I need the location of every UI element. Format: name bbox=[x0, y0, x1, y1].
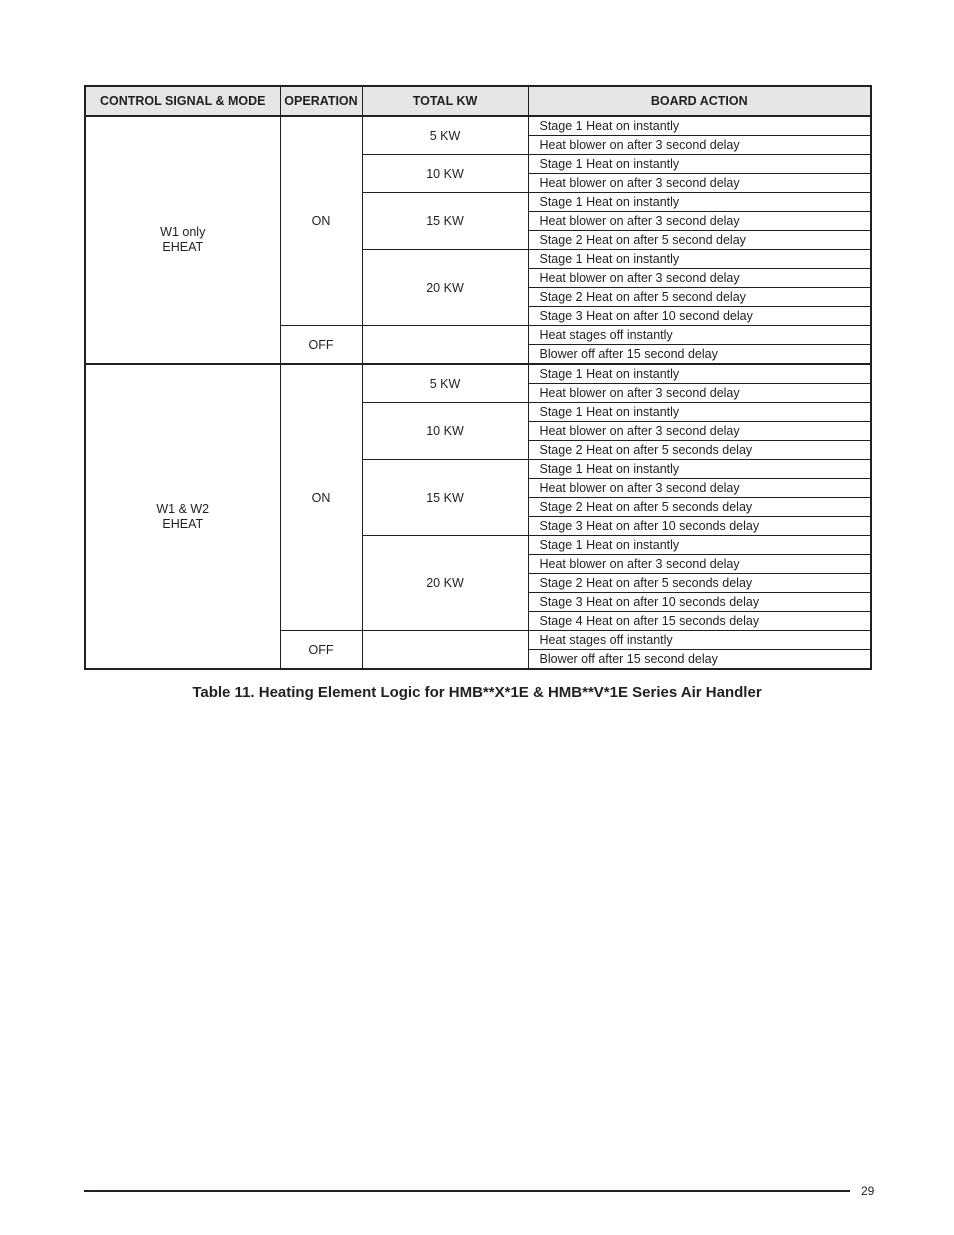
board-action-cell: Heat blower on after 3 second delay bbox=[528, 555, 871, 574]
total-kw-empty-cell bbox=[362, 631, 528, 670]
total-kw-cell: 5 KW bbox=[362, 116, 528, 155]
board-action-cell: Heat blower on after 3 second delay bbox=[528, 269, 871, 288]
control-signal-cell bbox=[85, 364, 280, 669]
board-action-cell: Stage 1 Heat on instantly bbox=[528, 403, 871, 422]
board-action-cell: Blower off after 15 second delay bbox=[528, 650, 871, 670]
board-action-cell: Stage 1 Heat on instantly bbox=[528, 250, 871, 269]
table-header-row bbox=[85, 86, 871, 116]
board-action-cell: Stage 1 Heat on instantly bbox=[528, 460, 871, 479]
total-kw-cell: 10 KW bbox=[362, 403, 528, 460]
board-action-cell: Heat blower on after 3 second delay bbox=[528, 136, 871, 155]
operation-on-cell: ON bbox=[280, 116, 362, 326]
footer-rule bbox=[84, 1190, 850, 1192]
total-kw-cell: 20 KW bbox=[362, 536, 528, 631]
page-number: 29 bbox=[861, 1184, 875, 1198]
board-action-cell: Heat blower on after 3 second delay bbox=[528, 384, 871, 403]
board-action-cell: Stage 2 Heat on after 5 second delay bbox=[528, 288, 871, 307]
board-action-cell: Stage 3 Heat on after 10 seconds delay bbox=[528, 517, 871, 536]
board-action-cell: Stage 2 Heat on after 5 seconds delay bbox=[528, 441, 871, 460]
board-action-cell: Stage 1 Heat on instantly bbox=[528, 536, 871, 555]
total-kw-cell: 10 KW bbox=[362, 155, 528, 193]
table-row bbox=[85, 116, 871, 136]
operation-off-cell: OFF bbox=[280, 631, 362, 670]
heating-logic-table-container bbox=[84, 85, 870, 670]
control-signal-cell bbox=[85, 116, 280, 364]
board-action-cell: Heat stages off instantly bbox=[528, 631, 871, 650]
operation-off-cell: OFF bbox=[280, 326, 362, 365]
board-action-cell: Stage 2 Heat on after 5 seconds delay bbox=[528, 574, 871, 593]
control-signal-line: EHEAT bbox=[162, 240, 204, 254]
control-signal-line: W1 only bbox=[160, 225, 206, 239]
board-action-cell: Stage 1 Heat on instantly bbox=[528, 155, 871, 174]
table-body bbox=[85, 116, 871, 669]
board-action-cell: Heat blower on after 3 second delay bbox=[528, 479, 871, 498]
header-board-action: BOARD ACTION bbox=[528, 86, 871, 116]
board-action-cell: Stage 2 Heat on after 5 second delay bbox=[528, 231, 871, 250]
total-kw-cell: 15 KW bbox=[362, 193, 528, 250]
total-kw-cell: 5 KW bbox=[362, 364, 528, 403]
heating-logic-table bbox=[84, 85, 872, 670]
table-caption: Table 11. Heating Element Logic for HMB**X*1E & HMB**V*1E Series Air Handler bbox=[192, 684, 762, 701]
control-signal-line: W1 & W2 bbox=[156, 501, 210, 516]
header-control-signal: CONTROL SIGNAL & MODE bbox=[85, 86, 280, 116]
board-action-cell: Stage 1 Heat on instantly bbox=[528, 193, 871, 212]
board-action-cell: Stage 3 Heat on after 10 second delay bbox=[528, 307, 871, 326]
board-action-cell: Stage 2 Heat on after 5 seconds delay bbox=[528, 498, 871, 517]
header-total-kw: TOTAL KW bbox=[362, 86, 528, 116]
total-kw-empty-cell bbox=[362, 326, 528, 365]
control-signal-line: EHEAT bbox=[162, 516, 204, 531]
board-action-cell: Stage 4 Heat on after 15 seconds delay bbox=[528, 612, 871, 631]
board-action-cell: Heat blower on after 3 second delay bbox=[528, 174, 871, 193]
board-action-cell: Heat blower on after 3 second delay bbox=[528, 212, 871, 231]
board-action-cell: Stage 1 Heat on instantly bbox=[528, 116, 871, 136]
total-kw-cell: 15 KW bbox=[362, 460, 528, 536]
table-row bbox=[85, 364, 871, 384]
board-action-cell: Heat stages off instantly bbox=[528, 326, 871, 345]
board-action-cell: Heat blower on after 3 second delay bbox=[528, 422, 871, 441]
board-action-cell: Stage 3 Heat on after 10 seconds delay bbox=[528, 593, 871, 612]
total-kw-cell: 20 KW bbox=[362, 250, 528, 326]
operation-on-cell: ON bbox=[280, 364, 362, 631]
header-operation: OPERATION bbox=[280, 86, 362, 116]
board-action-cell: Stage 1 Heat on instantly bbox=[528, 364, 871, 384]
board-action-cell: Blower off after 15 second delay bbox=[528, 345, 871, 365]
